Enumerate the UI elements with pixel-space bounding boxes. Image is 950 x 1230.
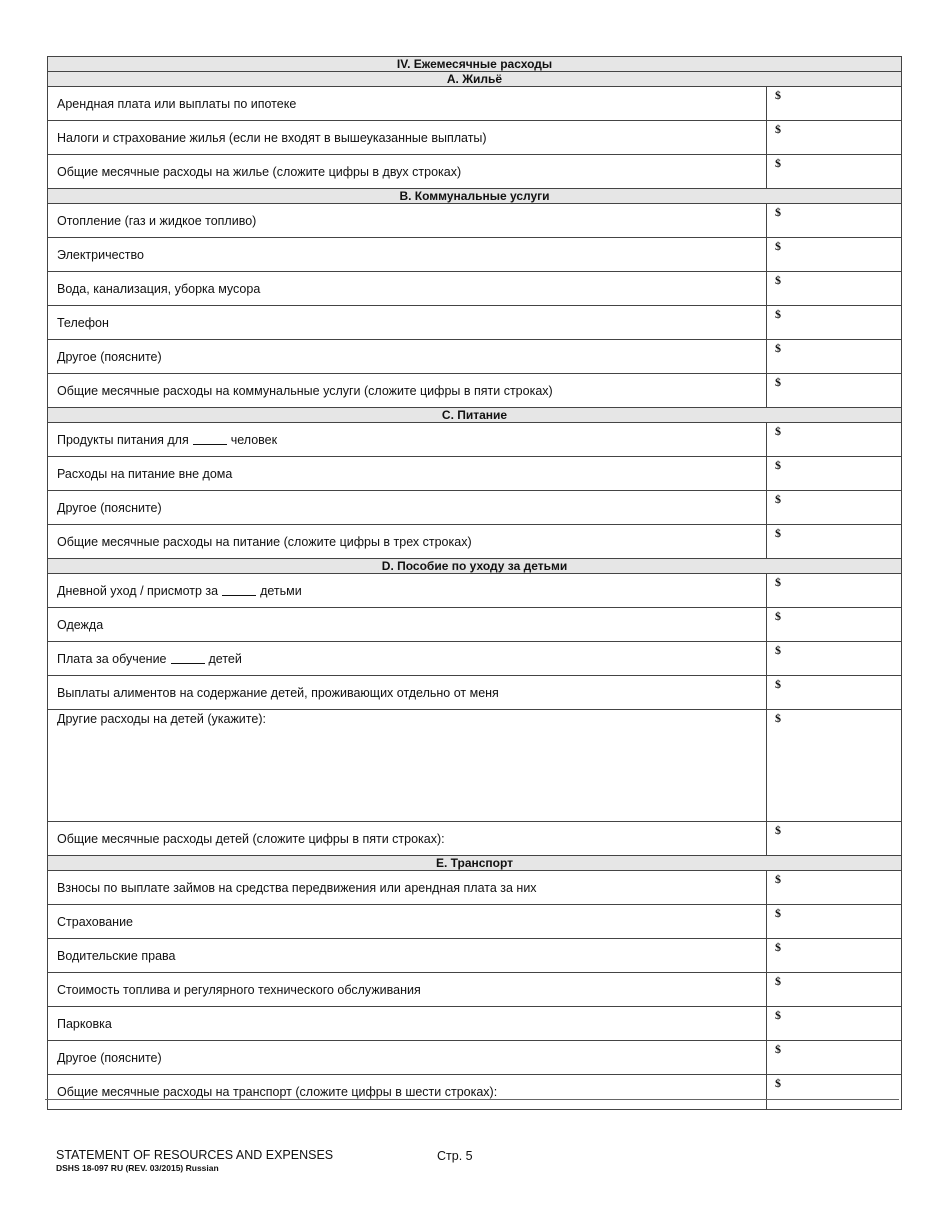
expense-label xyxy=(48,905,766,938)
expense-row-food-total xyxy=(48,525,901,559)
expense-row-clothing xyxy=(48,608,901,642)
amount-field[interactable] xyxy=(766,306,901,339)
amount-field[interactable] xyxy=(766,374,901,407)
amount-field[interactable] xyxy=(766,1007,901,1040)
expense-label-text: Общие месячные расходы на транспорт (сложите цифры в шести строках): xyxy=(57,1085,498,1099)
section-heading: C. Питание xyxy=(48,408,901,423)
expense-label xyxy=(48,525,766,558)
dollar-sign: $ xyxy=(775,424,781,438)
expense-label xyxy=(48,272,766,305)
expense-label-text: Одежда xyxy=(57,617,104,632)
expense-label-text: Общие месячные расходы детей (сложите цифры в пяти строках): xyxy=(57,831,445,846)
count-blank-field[interactable] xyxy=(171,653,205,664)
expense-label xyxy=(48,457,766,490)
expense-row-groceries xyxy=(48,423,901,457)
amount-field[interactable] xyxy=(766,871,901,904)
expense-label-text: Взносы по выплате займов на средства передвижения или арендная плата за них xyxy=(57,880,537,895)
expense-row-telephone xyxy=(48,306,901,340)
form-title: IV. Ежемесячные расходы xyxy=(48,57,901,72)
count-blank-field[interactable] xyxy=(193,434,227,445)
dollar-sign: $ xyxy=(775,872,781,886)
expense-label xyxy=(48,939,766,972)
amount-field[interactable] xyxy=(766,710,901,821)
section-heading: E. Транспорт xyxy=(48,856,901,871)
expense-row-transport-total xyxy=(48,1075,901,1109)
dollar-sign: $ xyxy=(775,526,781,540)
expense-row-rent-or-mortgage xyxy=(48,87,901,121)
expense-label xyxy=(48,340,766,373)
dollar-sign: $ xyxy=(775,1042,781,1056)
expense-row-insurance xyxy=(48,905,901,939)
amount-field[interactable] xyxy=(766,155,901,188)
dollar-sign: $ xyxy=(775,643,781,657)
amount-field[interactable] xyxy=(766,238,901,271)
expense-row-tuition xyxy=(48,642,901,676)
dollar-sign: $ xyxy=(775,677,781,691)
amount-field[interactable] xyxy=(766,676,901,709)
expense-row-daycare xyxy=(48,574,901,608)
dollar-sign: $ xyxy=(775,1076,781,1090)
amount-field[interactable] xyxy=(766,973,901,1006)
expense-row-taxes-and-insurance xyxy=(48,121,901,155)
expense-row-transport-other xyxy=(48,1041,901,1075)
expense-label-text: Парковка xyxy=(57,1016,112,1031)
expense-label-text: Другое (поясните) xyxy=(57,1050,162,1065)
expense-label-text: Выплаты алиментов на содержание детей, проживающих отдельно от меня xyxy=(57,685,499,700)
dollar-sign: $ xyxy=(775,88,781,102)
expense-label xyxy=(48,608,766,641)
amount-field[interactable] xyxy=(766,87,901,120)
expense-label-text: Электричество xyxy=(57,247,144,262)
amount-field[interactable] xyxy=(766,423,901,456)
expense-label xyxy=(48,155,766,188)
amount-field[interactable] xyxy=(766,905,901,938)
expense-label-text: Стоимость топлива и регулярного технического обслуживания xyxy=(57,982,421,997)
expense-row-food-other xyxy=(48,491,901,525)
expense-row-child-support-paid xyxy=(48,676,901,710)
expense-row-children-other xyxy=(48,710,901,822)
expense-label xyxy=(48,1075,766,1109)
expense-label-text: Телефон xyxy=(57,315,109,330)
dollar-sign: $ xyxy=(775,239,781,253)
expense-label xyxy=(48,491,766,524)
form-code: DSHS 18-097 RU (REV. 03/2015) Russian xyxy=(56,1163,219,1173)
amount-field[interactable] xyxy=(766,608,901,641)
expense-label xyxy=(48,871,766,904)
dollar-sign: $ xyxy=(775,711,781,725)
amount-field[interactable] xyxy=(766,204,901,237)
expense-label xyxy=(48,374,766,407)
expense-label xyxy=(48,574,766,607)
expense-label-text: Налоги и страхование жилья (если не входят в вышеуказанные выплаты) xyxy=(57,130,487,145)
expense-label-text: Расходы на питание вне дома xyxy=(57,466,233,481)
section-heading: A. Жильё xyxy=(48,72,901,87)
dollar-sign: $ xyxy=(775,906,781,920)
amount-field[interactable] xyxy=(766,574,901,607)
dollar-sign: $ xyxy=(775,940,781,954)
monthly-expenses-form xyxy=(47,56,902,1110)
expense-label xyxy=(48,121,766,154)
expense-label xyxy=(48,1041,766,1074)
expense-row-heating xyxy=(48,204,901,238)
expense-label-text: Плата за обучение xyxy=(57,651,167,666)
expense-label-text: Продукты питания для xyxy=(57,432,189,447)
expense-label-text: Арендная плата или выплаты по ипотеке xyxy=(57,96,297,111)
expense-label-text: Дневной уход / присмотр за xyxy=(57,583,219,598)
expense-label xyxy=(48,642,766,675)
expense-label-text: Другое (поясните) xyxy=(57,500,162,515)
expense-label xyxy=(48,423,766,456)
amount-field[interactable] xyxy=(766,525,901,558)
expense-row-housing-total xyxy=(48,155,901,189)
dollar-sign: $ xyxy=(775,1008,781,1022)
dollar-sign: $ xyxy=(775,205,781,219)
amount-field[interactable] xyxy=(766,340,901,373)
amount-field[interactable] xyxy=(766,1075,901,1109)
dollar-sign: $ xyxy=(775,307,781,321)
amount-field[interactable] xyxy=(766,272,901,305)
expense-row-fuel-maintenance xyxy=(48,973,901,1007)
amount-field[interactable] xyxy=(766,491,901,524)
dollar-sign: $ xyxy=(775,974,781,988)
expense-row-utilities-other xyxy=(48,340,901,374)
expense-label xyxy=(48,710,766,821)
expense-label-text: Общие месячные расходы на коммунальные услуги (сложите цифры в пяти строках) xyxy=(57,383,553,398)
expense-label xyxy=(48,973,766,1006)
expense-label-text: Другое (поясните) xyxy=(57,349,162,364)
expense-row-water-sewer-garbage xyxy=(48,272,901,306)
expense-row-parking xyxy=(48,1007,901,1041)
expense-row-electricity xyxy=(48,238,901,272)
bottom-rule xyxy=(45,1099,899,1100)
expense-label-text: Общие месячные расходы на питание (сложите цифры в трех строках) xyxy=(57,534,472,549)
amount-field[interactable] xyxy=(766,121,901,154)
dollar-sign: $ xyxy=(775,273,781,287)
page-number: Стр. 5 xyxy=(437,1149,473,1163)
expense-label xyxy=(48,238,766,271)
dollar-sign: $ xyxy=(775,156,781,170)
amount-field[interactable] xyxy=(766,822,901,855)
dollar-sign: $ xyxy=(775,575,781,589)
dollar-sign: $ xyxy=(775,341,781,355)
footer-title: STATEMENT OF RESOURCES AND EXPENSES xyxy=(56,1148,334,1162)
section-heading: B. Коммунальные услуги xyxy=(48,189,901,204)
expense-label-text: Общие месячные расходы на жилье (сложите цифры в двух строках) xyxy=(57,164,462,179)
amount-field[interactable] xyxy=(766,1041,901,1074)
expense-label xyxy=(48,1007,766,1040)
expense-row-vehicle-loan-lease xyxy=(48,871,901,905)
dollar-sign: $ xyxy=(775,458,781,472)
expense-label xyxy=(48,676,766,709)
expense-label-text: Водительские права xyxy=(57,948,176,963)
expense-label-text: человек xyxy=(230,432,278,447)
dollar-sign: $ xyxy=(775,492,781,506)
dollar-sign: $ xyxy=(775,375,781,389)
expense-label xyxy=(48,87,766,120)
dollar-sign: $ xyxy=(775,823,781,837)
expense-label xyxy=(48,306,766,339)
expense-label xyxy=(48,204,766,237)
section-heading: D. Пособие по уходу за детьми xyxy=(48,559,901,574)
amount-field[interactable] xyxy=(766,457,901,490)
expense-label-text: Страхование xyxy=(57,914,134,929)
expense-label-text: Другие расходы на детей (укажите): xyxy=(57,712,266,726)
expense-row-children-total xyxy=(48,822,901,856)
expense-row-eating-out xyxy=(48,457,901,491)
dollar-sign: $ xyxy=(775,122,781,136)
count-blank-field[interactable] xyxy=(222,585,256,596)
expense-label xyxy=(48,822,766,855)
expense-label-text: детьми xyxy=(260,583,302,598)
dollar-sign: $ xyxy=(775,609,781,623)
expense-label-text: Вода, канализация, уборка мусора xyxy=(57,281,261,296)
expense-label-text: детей xyxy=(208,651,242,666)
expense-row-drivers-license xyxy=(48,939,901,973)
expense-row-utilities-total xyxy=(48,374,901,408)
amount-field[interactable] xyxy=(766,642,901,675)
amount-field[interactable] xyxy=(766,939,901,972)
expense-label-text: Отопление (газ и жидкое топливо) xyxy=(57,213,257,228)
